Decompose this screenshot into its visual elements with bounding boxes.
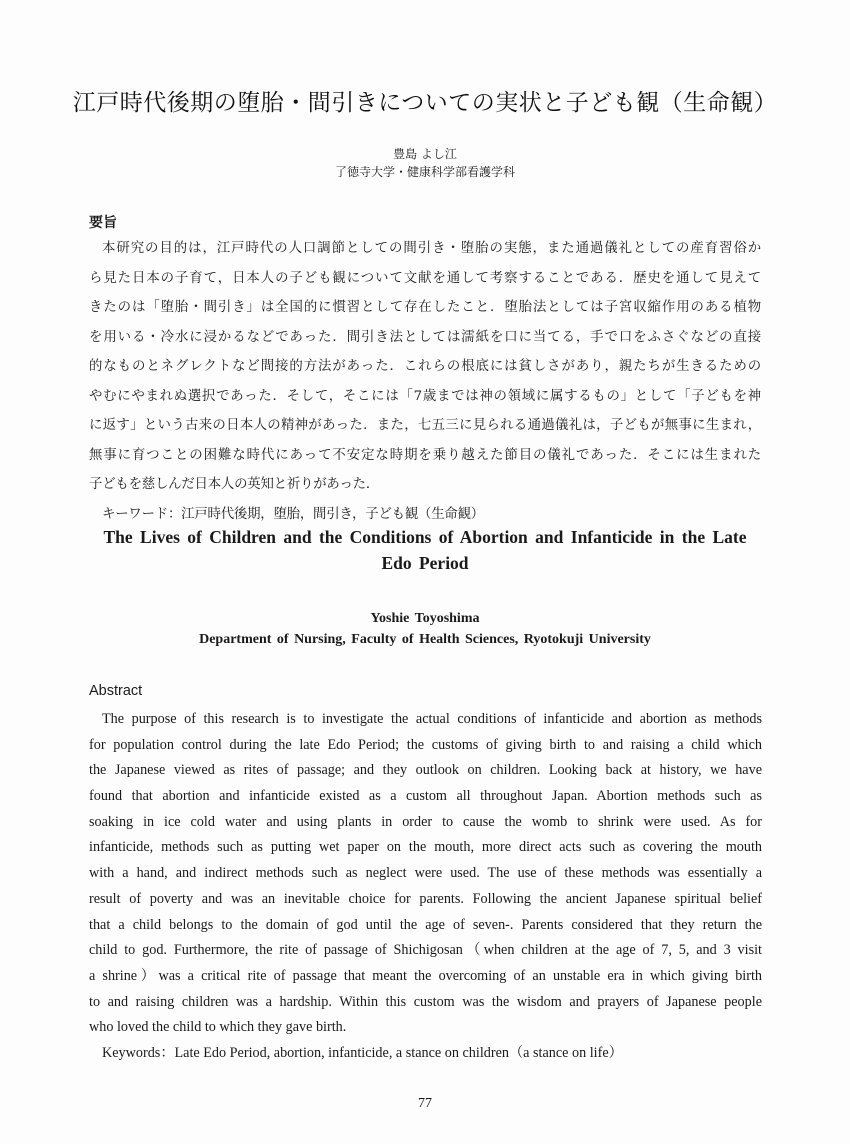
japanese-affiliation: 了徳寺大学・健康科学部看護学科 xyxy=(334,165,515,179)
japanese-title: 江戸時代後期の堕胎・間引きについての実状と子ども観（生命観） xyxy=(72,90,778,116)
abstract-line: きたのは「堕胎・間引き」は全国的に慣習として存在したこと．堕胎法としては子宮収縮作用のある植物 xyxy=(89,300,761,315)
page-number: 77 xyxy=(418,1096,432,1111)
abstract-line: を用いる・冷水に浸かるなどであった．間引き法としては濡紙を口に当てる，手で口をふさぐなどの直接 xyxy=(89,329,761,345)
abstract-line: infanticide, methods such as putting wet paper on the mouth, more direct acts such as covering the mouth xyxy=(89,839,762,856)
english-abstract xyxy=(89,707,762,1067)
abstract-line: who loved the child to which they gave birth. xyxy=(89,1019,347,1036)
english-keywords: Keywords：Late Edo Period, abortion, infanticide, a stance on children（a stance on life） xyxy=(102,1044,623,1061)
abstract-line: 的なものとネグレクトなど間接的方法があった．これらの根底には貧しさがあり，親たちが生きるための xyxy=(89,359,761,374)
abstract-line: 無事に育つことの困難な時代にあって不安定な時期を乗り越えた節目の儀礼であった．そこには生まれた xyxy=(89,447,761,463)
abstract-line: soaking in ice cold water and using plants in order to cause the womb to shrink were used. As for xyxy=(89,813,762,830)
abstract-line: に返す」という古来の日本人の精神があった．また，七五三に見られる通過儀礼は，子どもが無事に生まれ， xyxy=(89,418,761,433)
abstract-line: found that abortion and infanticide existed as a custom all throughout Japan. Abortion methods such as xyxy=(89,788,762,805)
abstract-line: child to god. Furthermore, the rite of passage of Shichigosan（when children at the age of 7, 5, and 3 visit xyxy=(89,942,762,959)
english-title xyxy=(80,524,770,576)
abstract-line: to and raising children was a hardship. Within this custom was the wisdom and prayers of Japanese people xyxy=(89,993,762,1010)
abstract-line: a shrine）was a critical rite of passage that meant the overcoming of an unstable era in which giving birth xyxy=(89,967,762,984)
abstract-line: やむにやまれぬ選択であった．そして，そこには「7歳までは神の領域に属するもの」として「子どもを神 xyxy=(89,388,761,404)
abstract-line: with a hand, and indirect methods such as neglect were used. The use of these methods was essentially a xyxy=(89,865,762,882)
japanese-abstract xyxy=(89,234,761,529)
english-affiliation: Department of Nursing, Faculty of Health Sciences, Ryotokuji University xyxy=(199,632,651,647)
japanese-keywords: キーワード：江戸時代後期，堕胎，間引き，子ども観（生命観） xyxy=(102,506,484,522)
abstract-line: that a child belongs to the domain of god until the age of seven-. Parents considered that they return the xyxy=(89,916,762,933)
english-title-line: Edo Period xyxy=(381,553,469,573)
japanese-abstract-heading: 要旨 xyxy=(89,215,117,231)
abstract-line: the Japanese viewed as rites of passage; and they outlook on children. Looking back at history, we have xyxy=(89,762,762,779)
abstract-line: 子どもを慈しんだ日本人の英知と祈りがあった． xyxy=(89,477,380,492)
japanese-author: 豊島 よし江 xyxy=(393,147,457,161)
abstract-line: ら見た日本の子育て，日本人の子ども観について文献を通して考察することである．歴史を通して見えて xyxy=(89,270,761,286)
abstract-line: for population control during the late Edo Period; the customs of giving birth to and raising a child which xyxy=(89,736,762,753)
english-abstract-heading: Abstract xyxy=(89,683,143,699)
english-author: Yoshie Toyoshima xyxy=(370,611,480,626)
abstract-line: 本研究の目的は，江戸時代の人口調節としての間引き・堕胎の実態，また通過儀礼としての産育習俗か xyxy=(102,241,761,256)
abstract-line: The purpose of this research is to investigate the actual conditions of infanticide and abortion as methods xyxy=(102,711,762,727)
english-title-line: The Lives of Children and the Conditions of Abortion and Infanticide in the Late xyxy=(103,527,747,547)
abstract-line: result of poverty and was an inevitable choice for parents. Following the ancient Japanese spiritual belief xyxy=(89,890,762,907)
